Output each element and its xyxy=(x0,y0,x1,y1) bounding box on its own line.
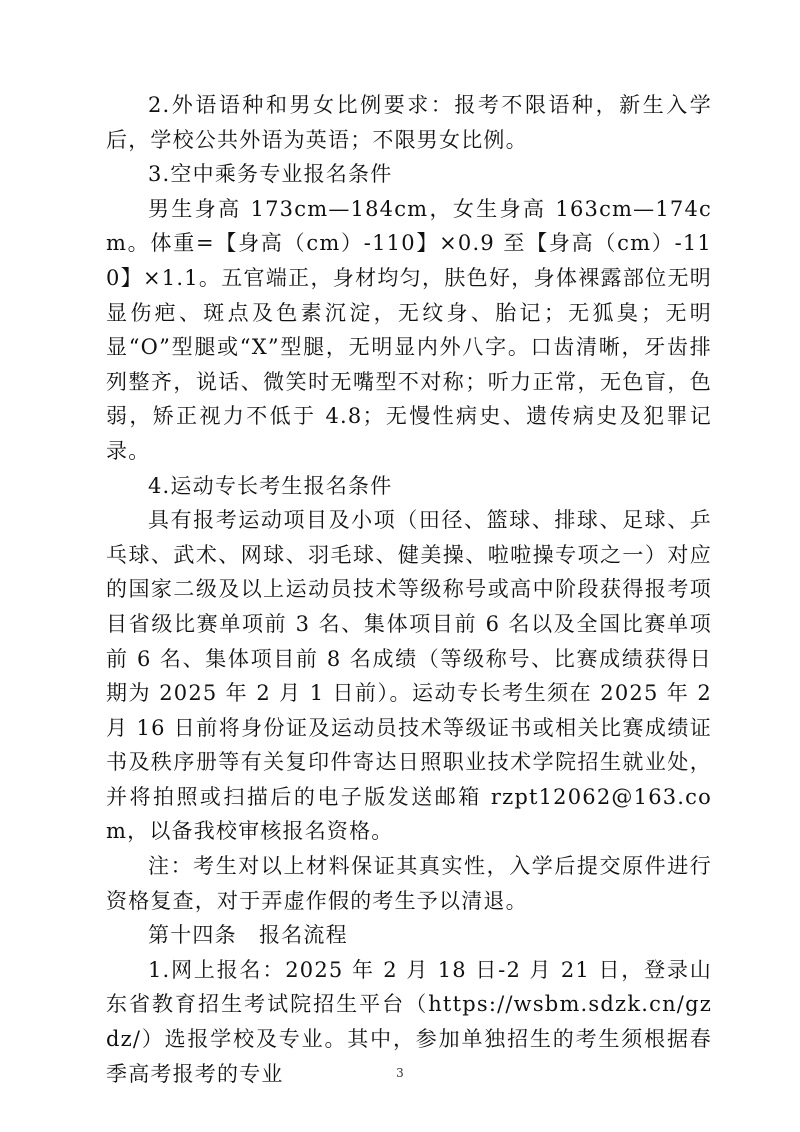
paragraph-flight-attendant-requirements: 男生身高 173cm—184cm，女生身高 163cm—174cm。体重=【身高（cm）-110】×0.9 至【身高（cm）-110】×1.1。五官端正，身材均匀，肤色好，身体裸露部位无明显伤疤、斑点及色素沉淀，无纹身、胎记；无狐臭；无明显“O”型腿或“X”型腿，无明显内外八字。口齿清晰，牙齿排列整齐，说话、微笑时无嘴型不对称；听力正常，无色盲，色弱，矫正视力不低于 4.8；无慢性病史、遗传病史及犯罪记录。 xyxy=(106,196,712,463)
paragraph-sports-specialty-requirements: 具有报考运动项目及小项（田径、篮球、排球、足球、乒乓球、武术、网球、羽毛球、健美操、啦啦操专项之一）对应的国家二级及以上运动员技术等级称号或高中阶段获得报考项目省级比赛单项前 3 名、集体项目前 6 名以及全国比赛单项前 6 名、集体项目前 8 名成绩（等级称号、比赛成绩获得日期为 2025 年 2 月 1 日前）。运动专长考生须在 2025 年 2 月 16 日前将身份证及运动员技术等级证书或相关比赛成绩证书及秩序册等有关复印件寄达日照职业技术学院招生就业处，并将拍照或扫描后的电子版发送邮箱 rzpt12062@163.com，以备我校审核报名资格。 xyxy=(106,508,712,844)
heading-sports-specialty-conditions: 4.运动专长考生报名条件 xyxy=(148,473,393,498)
heading-article-fourteen: 第十四条 报名流程 xyxy=(148,923,348,948)
document-body xyxy=(106,88,712,1091)
page-number: 3 xyxy=(396,1066,404,1080)
paragraph-online-registration: 1.网上报名：2025 年 2 月 18 日-2 月 21 日，登录山东省教育招生考试院招生平台（https://wsbm.sdzk.cn/gzdz/）选报学校及专业。其中，参加单独招生的考生须根据春季高考报考的专业 xyxy=(106,957,712,1086)
paragraph-note-authenticity: 注：考生对以上材料保证其真实性，入学后提交原件进行资格复查，对于弄虚作假的考生予以清退。 xyxy=(106,854,712,913)
heading-flight-attendant-conditions: 3.空中乘务专业报名条件 xyxy=(148,162,393,187)
paragraph-language-gender-requirements: 2.外语语种和男女比例要求：报考不限语种，新生入学后，学校公共外语为英语；不限男女比例。 xyxy=(106,93,712,152)
